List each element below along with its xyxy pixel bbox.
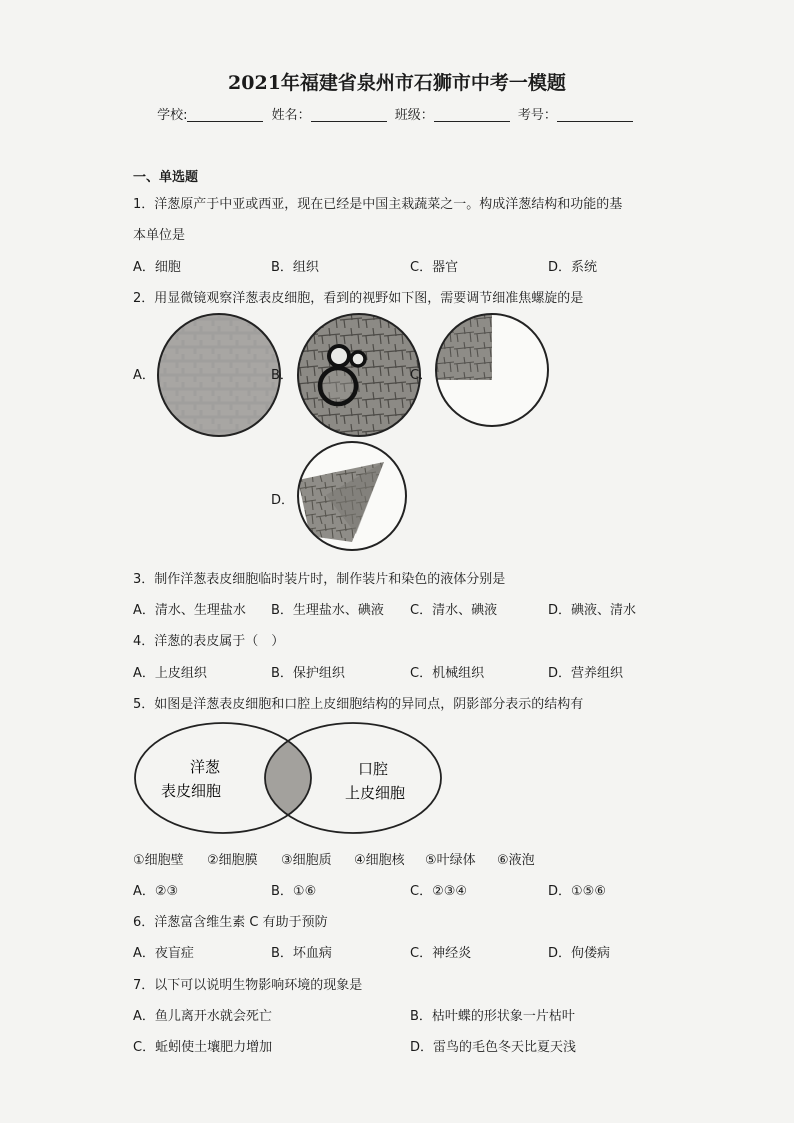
question-6-option-a[interactable]: A．夜盲症 [133,946,194,961]
section-title: 一、单选题 [133,170,199,185]
question-3-option-a[interactable]: A．清水、生理盐水 [133,603,246,618]
question-2-option-c[interactable]: C． [410,368,433,383]
school-label: 学校: [157,108,188,123]
question-4-option-c[interactable]: C．机械组织 [410,666,485,681]
question-1-option-a[interactable]: A．细胞 [133,260,181,275]
microscope-view-d [296,440,408,552]
name-blank[interactable] [311,107,387,122]
question-5-item-1: ①细胞壁 [133,853,184,868]
question-3-option-b[interactable]: B．生理盐水、碘液 [271,603,384,618]
question-4-option-b[interactable]: B．保护组织 [271,666,345,681]
question-5-item-3: ③细胞质 [281,853,332,868]
venn-right-label-1: 口腔 [357,760,389,778]
question-1-option-b[interactable]: B．组织 [271,260,319,275]
question-5-item-4: ④细胞核 [354,853,405,868]
class-blank[interactable] [434,107,510,122]
question-4-stem: 4．洋葱的表皮属于（ ） [133,634,285,649]
class-label: 班级： [394,108,434,123]
question-7-option-b[interactable]: B．枯叶蝶的形状象一片枯叶 [410,1009,575,1024]
question-7-stem: 7．以下可以说明生物影响环境的现象是 [133,978,363,993]
microscope-view-b [296,312,422,438]
exam-number-blank[interactable] [557,107,633,122]
school-blank[interactable] [187,107,263,122]
question-3-stem: 3．制作洋葱表皮细胞临时装片时，制作装片和染色的液体分别是 [133,572,506,587]
question-2-stem: 2．用显微镜观察洋葱表皮细胞，看到的视野如下图，需要调节细准焦螺旋的是 [133,291,584,306]
question-5-item-2: ②细胞膜 [207,853,258,868]
question-7-option-d[interactable]: D．雷鸟的毛色冬天比夏天浅 [410,1040,577,1055]
question-7-option-a[interactable]: A．鱼儿离开水就会死亡 [133,1009,272,1024]
question-1-option-c[interactable]: C．器官 [410,260,459,275]
venn-left-label-1: 洋葱 [189,758,221,776]
venn-left-label-2: 表皮细胞 [160,782,222,800]
question-2-option-d[interactable]: D． [271,493,295,508]
question-5-item-6: ⑥液泡 [497,853,535,868]
question-5-option-c[interactable]: C．②③④ [410,884,468,899]
question-1-stem-cont: 本单位是 [133,228,186,243]
question-4-option-d[interactable]: D．营养组织 [548,666,624,681]
question-6-option-d[interactable]: D．佝偻病 [548,946,611,961]
question-3-option-d[interactable]: D．碘液、清水 [548,603,637,618]
question-5-option-d[interactable]: D．①⑤⑥ [548,884,606,899]
microscope-view-a [156,312,282,438]
question-1-stem: 1．洋葱原产于中亚或西亚，现在已经是中国主栽蔬菜之一。构成洋葱结构和功能的基 [133,197,623,212]
question-4-option-a[interactable]: A．上皮组织 [133,666,207,681]
question-2-option-b[interactable]: B． [271,368,293,383]
question-5-item-5: ⑤叶绿体 [425,853,476,868]
question-6-stem: 6．洋葱富含维生素 C 有助于预防 [133,915,328,930]
question-6-option-b[interactable]: B．坏血病 [271,946,332,961]
question-6-option-c[interactable]: C．神经炎 [410,946,472,961]
page-title: 2021年福建省泉州市石狮市中考一模题 [228,72,566,94]
question-1-option-d[interactable]: D．系统 [548,260,598,275]
venn-right-label-2: 上皮细胞 [344,784,406,802]
venn-diagram [133,718,445,838]
student-info-line [0,104,794,123]
microscope-view-c [434,312,550,428]
question-2-option-a[interactable]: A． [133,368,155,383]
question-5-stem: 5．如图是洋葱表皮细胞和口腔上皮细胞结构的异同点，阴影部分表示的结构有 [133,697,584,712]
question-3-option-c[interactable]: C．清水、碘液 [410,603,498,618]
exam-number-label: 考号： [517,108,557,123]
question-5-option-b[interactable]: B．①⑥ [271,884,317,899]
name-label: 姓名： [271,108,311,123]
question-7-option-c[interactable]: C．蚯蚓使土壤肥力增加 [133,1040,273,1055]
question-5-option-a[interactable]: A．②③ [133,884,179,899]
